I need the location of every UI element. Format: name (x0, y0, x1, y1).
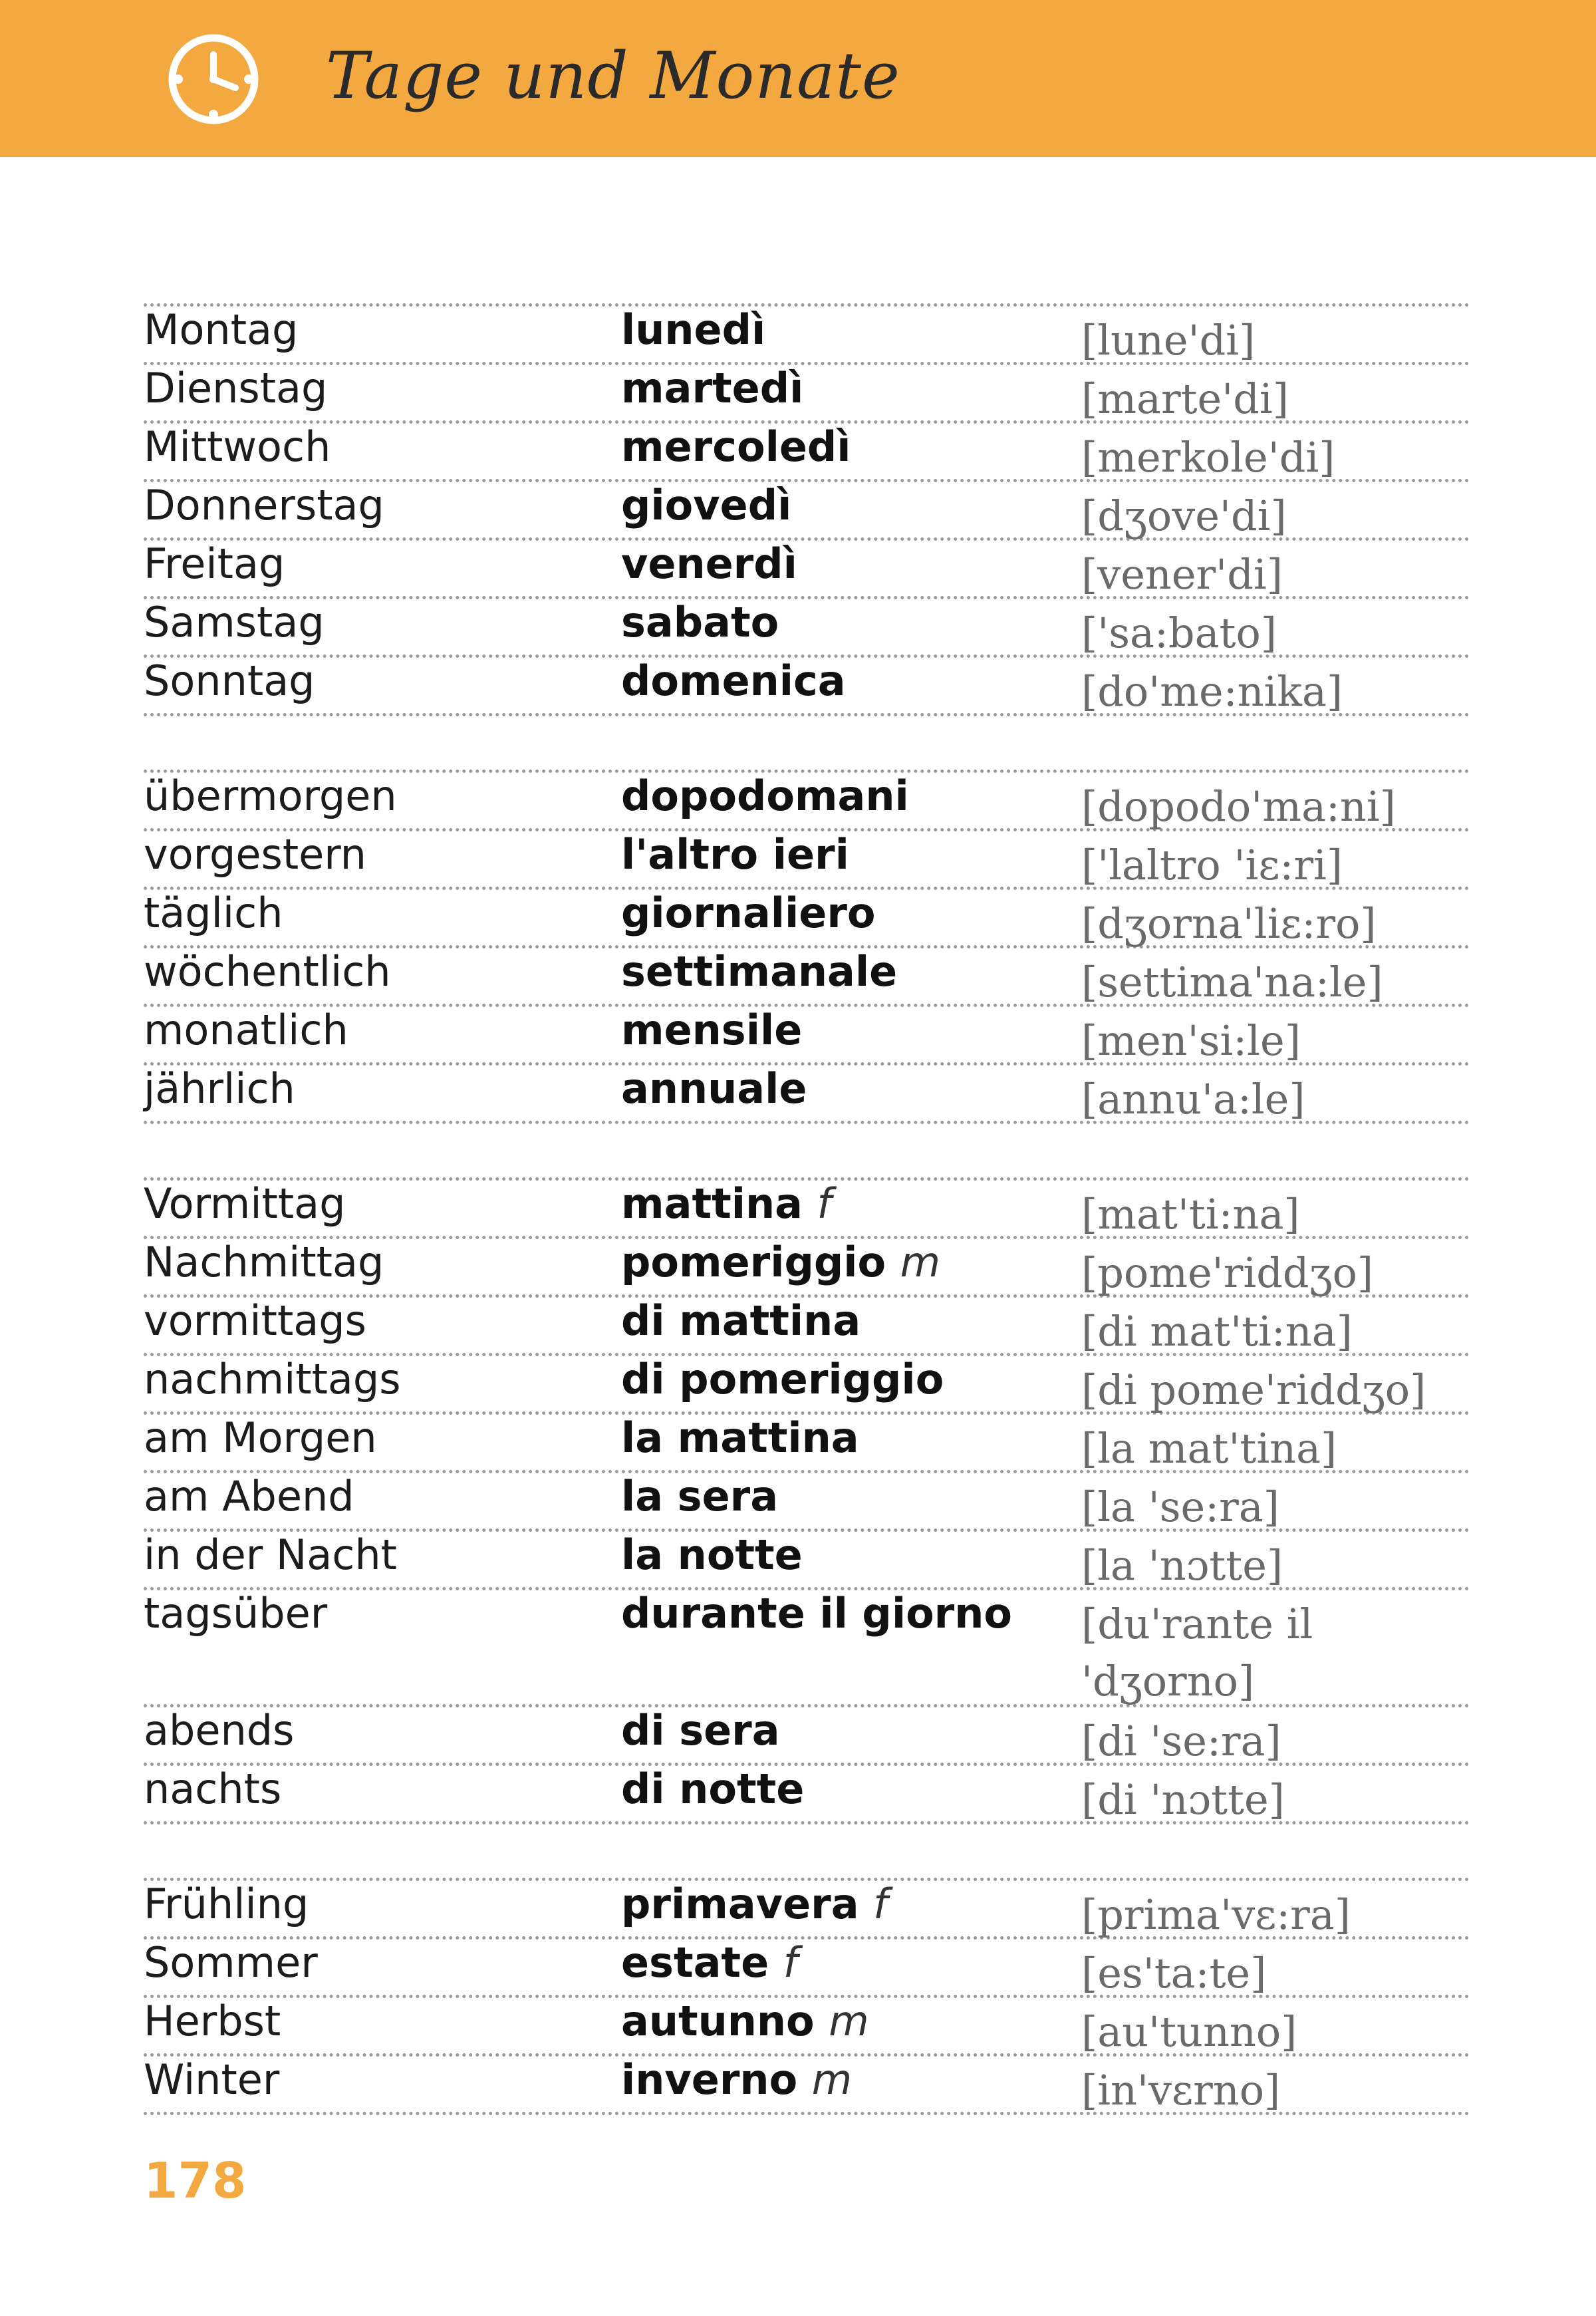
german-word: Samstag (144, 598, 325, 647)
italian-word (621, 773, 1060, 819)
pronunciation: [vener'di] (1081, 550, 1283, 599)
italian-word-text: mercoledì (621, 422, 851, 471)
pronunciation: [lune'di] (1081, 316, 1256, 364)
vocab-row (144, 1881, 1470, 1940)
vocab-row (144, 1473, 1470, 1532)
german-word: jährlich (144, 1064, 295, 1113)
clock-icon (164, 29, 263, 129)
italian-word (621, 482, 1060, 529)
pronunciation: [dʒorna'liɛ:ro] (1081, 899, 1377, 948)
italian-word (621, 1473, 1060, 1520)
vocab-row (144, 307, 1470, 365)
vocab-row (144, 1532, 1470, 1590)
german-word: tagsüber (144, 1589, 328, 1638)
pronunciation: [la mat'tina] (1081, 1424, 1337, 1473)
vocab-group (144, 1878, 1470, 2115)
pronunciation: [di pome'riddʒo] (1081, 1366, 1426, 1414)
german-word: Mittwoch (144, 422, 331, 471)
pronunciation: [annu'a:le] (1081, 1075, 1305, 1123)
italian-word (621, 307, 1060, 353)
pronunciation: [au'tunno] (1081, 2007, 1297, 2056)
italian-word (621, 1766, 1060, 1812)
italian-word-text: la mattina (621, 1413, 859, 1462)
german-word: wöchentlich (144, 947, 391, 996)
vocab-row (144, 1066, 1470, 1124)
italian-word-text: annuale (621, 1064, 807, 1113)
italian-word (621, 1239, 1060, 1286)
italian-word (621, 1532, 1060, 1578)
italian-word-text: l'altro ieri (621, 830, 849, 879)
italian-word (621, 948, 1060, 995)
vocab-row (144, 1590, 1470, 1707)
italian-word (621, 1415, 1060, 1461)
italian-word (621, 1590, 1060, 1637)
pronunciation: [marte'di] (1081, 374, 1289, 423)
gender-marker: f (783, 1938, 798, 1987)
italian-word-text: la notte (621, 1530, 803, 1579)
german-word: Dienstag (144, 364, 328, 412)
italian-word (621, 1007, 1060, 1054)
gender-marker: m (829, 1997, 869, 2045)
italian-word-text: giovedì (621, 481, 792, 529)
italian-word-text: settimanale (621, 947, 898, 996)
pronunciation: [pome'riddʒo] (1081, 1248, 1374, 1297)
vocab-row (144, 1356, 1470, 1415)
italian-word-text: di notte (621, 1765, 805, 1813)
gender-marker: m (811, 2055, 853, 2104)
gender-marker: f (817, 1179, 832, 1228)
german-word: abends (144, 1706, 295, 1755)
pronunciation: ['laltro 'iɛ:ri] (1081, 841, 1343, 889)
vocab-group (144, 303, 1470, 716)
pronunciation: [la 'nɔtte] (1081, 1541, 1283, 1590)
vocab-row (144, 482, 1470, 541)
pronunciation: [es'ta:te] (1081, 1949, 1267, 1997)
vocab-row (144, 1181, 1470, 1239)
pronunciation: [dopodo'ma:ni] (1081, 782, 1396, 831)
vocab-group (144, 770, 1470, 1124)
vocabulary-table (144, 303, 1470, 2115)
german-word: nachts (144, 1765, 282, 1813)
italian-word (621, 541, 1060, 587)
german-word: Nachmittag (144, 1238, 384, 1286)
italian-word-text: di pomeriggio (621, 1355, 944, 1403)
italian-word (621, 890, 1060, 937)
italian-word-text: durante il giorno (621, 1589, 1012, 1638)
italian-word-text: mensile (621, 1006, 803, 1054)
german-word: vorgestern (144, 830, 366, 879)
pronunciation: [di mat'ti:na] (1081, 1307, 1353, 1356)
italian-word-text: venerdì (621, 539, 797, 588)
chapter-header (0, 0, 1596, 157)
vocab-row (144, 2057, 1470, 2115)
german-word: vormittags (144, 1296, 366, 1345)
vocab-row (144, 599, 1470, 658)
italian-word (621, 831, 1060, 878)
vocab-row (144, 1766, 1470, 1824)
vocab-row (144, 1298, 1470, 1356)
italian-word-text: martedì (621, 364, 804, 412)
german-word: Sonntag (144, 656, 315, 705)
italian-word (621, 1881, 1060, 1928)
italian-word-text: giornaliero (621, 889, 876, 937)
italian-word (621, 1707, 1060, 1754)
pronunciation: [settima'na:le] (1081, 958, 1383, 1006)
italian-word-text: domenica (621, 656, 846, 705)
italian-word-text: di sera (621, 1706, 780, 1755)
pronunciation: [la 'se:ra] (1081, 1483, 1279, 1531)
german-word: nachmittags (144, 1355, 401, 1403)
german-word: in der Nacht (144, 1530, 397, 1579)
gender-marker: m (900, 1238, 941, 1286)
italian-word-text: estate (621, 1938, 769, 1987)
vocab-group (144, 1177, 1470, 1824)
vocab-row (144, 541, 1470, 599)
italian-word-text: sabato (621, 598, 779, 647)
pronunciation: [mat'ti:na] (1081, 1190, 1300, 1238)
italian-word-text: autunno (621, 1997, 815, 2045)
italian-word-text: primavera (621, 1880, 859, 1928)
pronunciation: [di 'se:ra] (1081, 1717, 1281, 1765)
italian-word-text: mattina (621, 1179, 803, 1228)
italian-word-text: dopodomani (621, 772, 909, 820)
german-word: Sommer (144, 1938, 318, 1987)
pronunciation: ['sa:bato] (1081, 609, 1277, 657)
german-word: am Abend (144, 1472, 354, 1520)
italian-word (621, 1998, 1060, 2045)
gender-marker: f (873, 1880, 888, 1928)
german-word: übermorgen (144, 772, 397, 820)
german-word: täglich (144, 889, 283, 937)
italian-word (621, 658, 1060, 704)
italian-word (621, 1066, 1060, 1112)
italian-word-text: pomeriggio (621, 1238, 886, 1286)
german-word: Montag (144, 305, 299, 354)
pronunciation: [du'rante il 'dʒorno] (1081, 1600, 1313, 1705)
italian-word (621, 1181, 1060, 1227)
german-word: am Morgen (144, 1413, 377, 1462)
german-word: Winter (144, 2055, 280, 2104)
vocab-row (144, 1007, 1470, 1066)
italian-word-text: la sera (621, 1472, 779, 1520)
vocab-row (144, 1707, 1470, 1766)
italian-word-text: inverno (621, 2055, 798, 2104)
italian-word (621, 2057, 1060, 2103)
italian-word (621, 599, 1060, 646)
italian-word-text: di mattina (621, 1296, 861, 1345)
pronunciation: [in'vɛrno] (1081, 2066, 1281, 2114)
pronunciation: [di 'nɔtte] (1081, 1775, 1285, 1824)
page-number: 178 (144, 2152, 247, 2210)
italian-word (621, 1356, 1060, 1403)
vocab-row (144, 424, 1470, 482)
vocab-row (144, 1998, 1470, 2057)
pronunciation: [men'si:le] (1081, 1016, 1301, 1065)
pronunciation: [do'me:nika] (1081, 667, 1343, 716)
german-word: Herbst (144, 1997, 281, 2045)
vocab-row (144, 831, 1470, 890)
vocab-row (144, 948, 1470, 1007)
italian-word (621, 365, 1060, 412)
vocab-row (144, 1415, 1470, 1473)
vocab-row (144, 773, 1470, 831)
pronunciation: [merkole'di] (1081, 433, 1335, 482)
chapter-title: Tage und Monate (326, 39, 900, 113)
german-word: Donnerstag (144, 481, 384, 529)
vocab-row (144, 365, 1470, 424)
italian-word (621, 1940, 1060, 1986)
german-word: Frühling (144, 1880, 309, 1928)
german-word: Vormittag (144, 1179, 346, 1228)
vocab-row (144, 658, 1470, 716)
italian-word (621, 1298, 1060, 1344)
german-word: Freitag (144, 539, 285, 588)
italian-word (621, 424, 1060, 470)
vocab-row (144, 1940, 1470, 1998)
german-word: monatlich (144, 1006, 348, 1054)
pronunciation: [dʒove'di] (1081, 492, 1287, 540)
italian-word-text: lunedì (621, 305, 766, 354)
vocab-row (144, 1239, 1470, 1298)
pronunciation: [prima'vɛ:ra] (1081, 1890, 1351, 1939)
vocab-row (144, 890, 1470, 948)
